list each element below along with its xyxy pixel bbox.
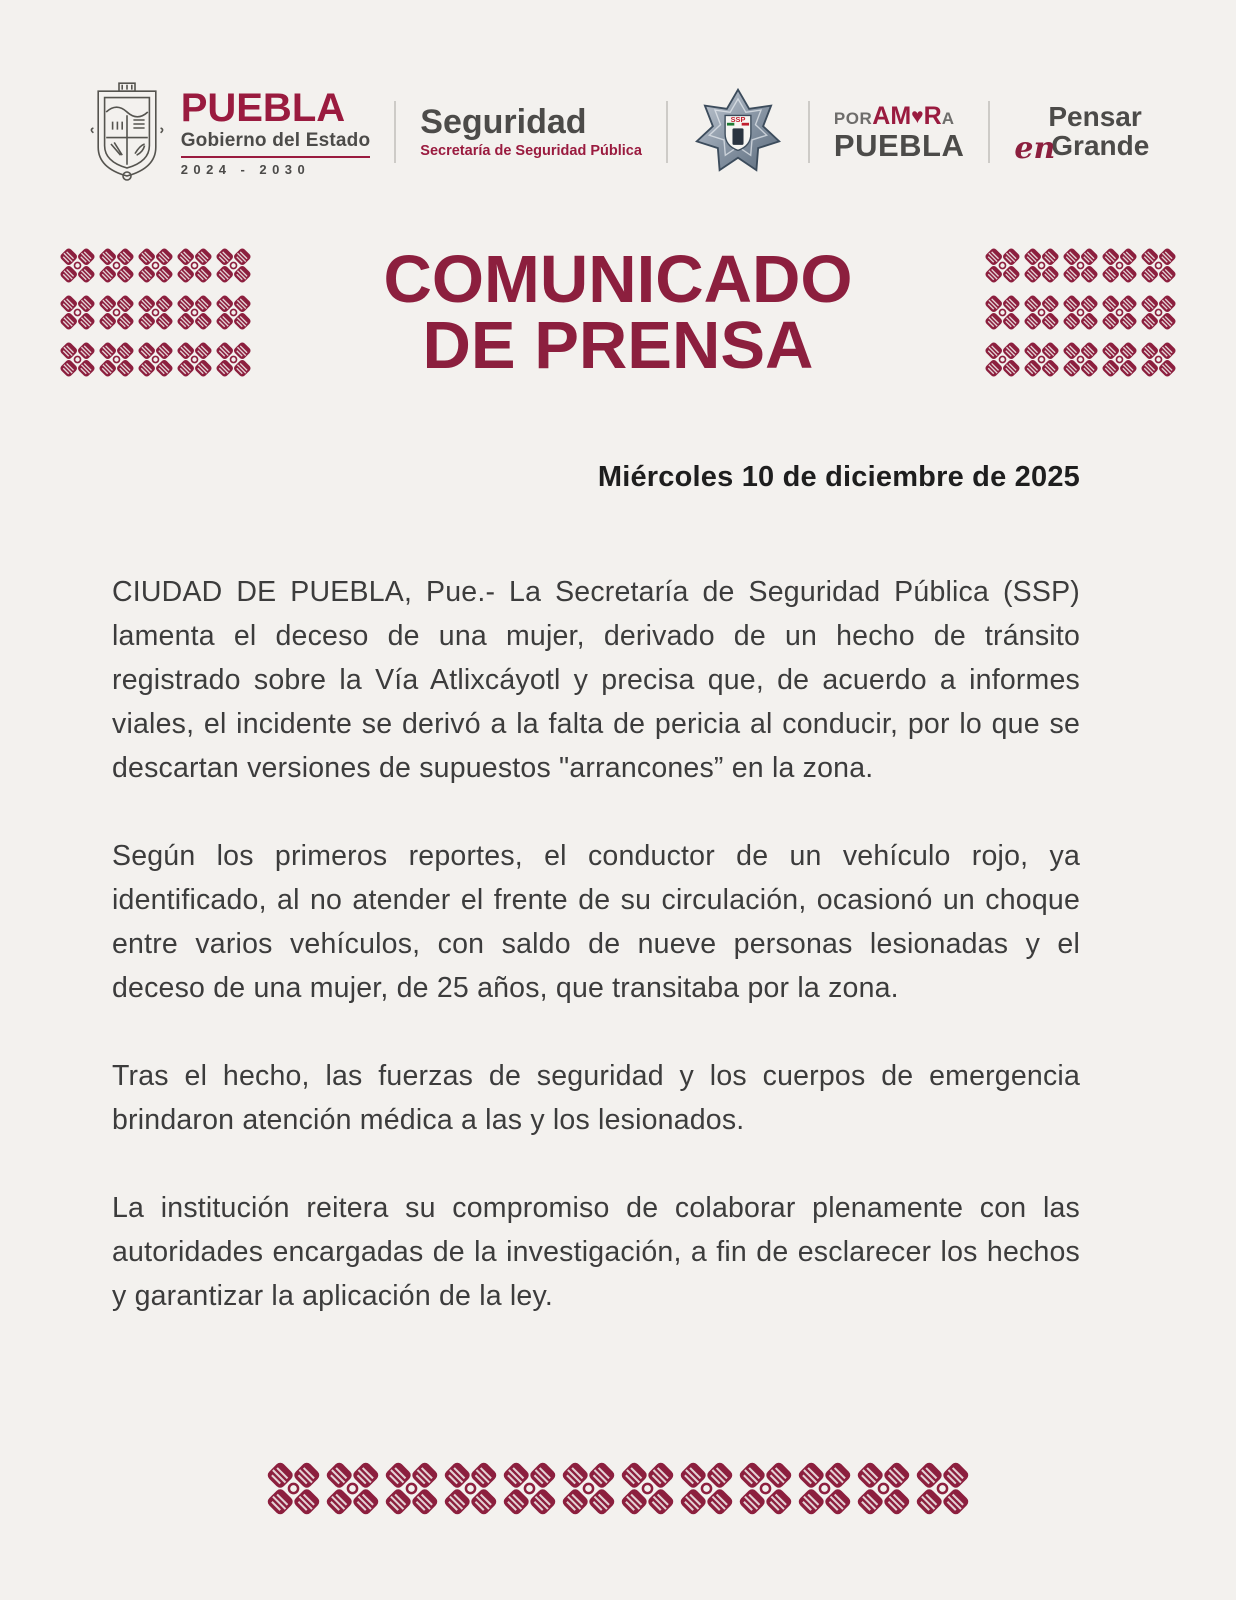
talavera-pattern-bottom — [264, 1459, 972, 1518]
puebla-logo-title: PUEBLA — [180, 85, 346, 130]
puebla-logo-rule — [181, 156, 371, 158]
header-logos — [0, 0, 1236, 184]
pensar-label: Pensar — [1048, 101, 1142, 133]
heart-icon: ♥ — [911, 104, 924, 128]
page-title — [253, 241, 983, 383]
en-script-label: en — [1014, 131, 1056, 167]
title-section — [0, 241, 1236, 383]
ssp-star-badge-icon — [692, 84, 784, 180]
por-amor-a-puebla-logo — [833, 101, 965, 163]
pensar-en-grande-logo — [1014, 101, 1150, 167]
seguridad-logo-subtitle: Secretaría de Seguridad Pública — [420, 143, 642, 160]
por-label: POR — [833, 108, 873, 128]
a-label: A — [941, 108, 955, 128]
seguridad-logo-title: Seguridad — [420, 102, 587, 141]
body-text — [112, 570, 1080, 1318]
bottom-band — [0, 1459, 1236, 1518]
puebla-coat-of-arms-icon — [87, 80, 167, 184]
puebla-logo-subtitle: Gobierno del Estado — [180, 129, 371, 151]
talavera-pattern-right — [983, 246, 1178, 379]
body-paragraph: CIUDAD DE PUEBLA, Pue.- La Secretaría de Seguridad Pública (SSP) lamenta el deceso de una mujer, derivado de un hecho de tránsito registrado sobre la Vía Atlixcáyotl y precisa que, de acuerdo a informes viales, el incidente se derivó a la falta de pericia al conducir, por lo que se descartan versiones de supuestos "arrancones” en la zona. — [112, 576, 1080, 784]
body-paragraph: La institución reitera su compromiso de colaborar plenamente con las autoridades encargadas de la investigación, a fin de esclarecer los hechos y garantizar la aplicación de la ley. — [112, 1192, 1080, 1312]
header-divider — [666, 101, 668, 163]
ssp-badge-label: SSP — [730, 114, 746, 124]
header-divider — [988, 101, 990, 163]
amor-label-r: R — [923, 101, 942, 130]
header-divider — [394, 101, 396, 163]
amor-label-am: AM — [872, 101, 912, 130]
content-area — [0, 461, 1236, 1318]
page-title-line2: DE PRENSA — [422, 307, 814, 383]
talavera-pattern-left — [58, 246, 253, 379]
puebla-government-logo — [87, 80, 371, 184]
header-divider — [808, 101, 810, 163]
date-line: Miércoles 10 de diciembre de 2025 — [597, 461, 1080, 493]
body-paragraph: Según los primeros reportes, el conductor de un vehículo rojo, ya identificado, al no atender el frente de su circulación, ocasionó un choque entre varios vehículos, con saldo de nueve personas lesionadas y el deceso de una mujer, de 25 años, que transitaba por la zona. — [112, 840, 1080, 1004]
por-amor-line — [833, 101, 955, 130]
grande-label: Grande — [1051, 129, 1150, 161]
en-grande-row — [1014, 129, 1150, 167]
puebla-wordmark: PUEBLA — [833, 127, 965, 163]
body-paragraph: Tras el hecho, las fuerzas de seguridad y los cuerpos de emergencia brindaron atención médica a las y los lesionados. — [112, 1060, 1080, 1136]
seguridad-logo — [420, 102, 642, 160]
page-title-line1: COMUNICADO — [383, 241, 853, 317]
puebla-logo-text — [180, 85, 371, 177]
puebla-logo-years: 2024 - 2030 — [180, 161, 311, 177]
